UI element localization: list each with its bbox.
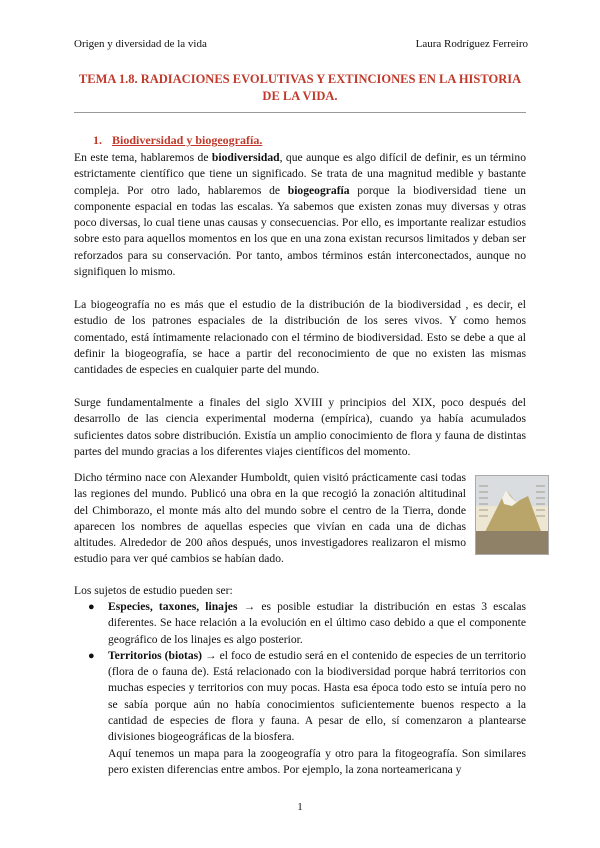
chimborazo-drawing (476, 476, 548, 554)
term-biogeografia: biogeografía (287, 183, 350, 197)
list-item (74, 648, 526, 778)
paragraph-4: Dicho término nace con Alexander Humboldt, quien visitó prácticamente casi todas las regiones del mundo. Publicó una obra en la que recogió la zonación altitudinal del Chimborazo, el monte más alto del mundo sobre el centro de la Tierra, donde aparecen los nombres de aquellas especies que vivían en cada una de dichas altitudes. Alrededor de 200 años después, unos investigadores realizaron el mismo estudio para ver qué cambios se habían dado. (74, 471, 466, 566)
bullet-icon: ● (88, 601, 95, 613)
list-item-text: el foco de estudio será en el contenido de especies de un territorio (flora de o fauna de). Está relacionado con la biodiversidad porque habrá territorios con muchas especies y territorios con muy pocas. Hasta esa época todo esto se intuía pero no se sabía porque aún no había conocimientos suficientemente buenos respecto a la cantidad de especies de flora y fauna. A pesar de ello, sí comenzaron a plantearse divisiones biogeográficas de la biosfera. (108, 648, 526, 744)
p1-text-1: En este tema, hablaremos de (74, 151, 212, 164)
header-right: Laura Rodríguez Ferreiro (415, 38, 528, 50)
term-biodiversidad: biodiversidad (211, 151, 280, 164)
header-left: Origen y diversidad de la vida (74, 38, 207, 50)
list-item-text: es posible estudiar la distribución en estas 3 escalas diferentes. Se hace relación a la evolución en el último caso debido a que el componente geográfico de los linajes es algo posterior. (108, 600, 526, 646)
paragraph-3: Surge fundamentalmente a finales del siglo XVIII y principios del XIX, poco después del desarrollo de las ciencia experimental moderna (empírica), cuando ya había acumulados suficientes datos sobre distribución. Existía un amplio conocimiento de flora y fauna de distintas partes del mundo gracias a los diferentes viajes científicos del momento. (74, 396, 526, 458)
page-title: TEMA 1.8. RADIACIONES EVOLUTIVAS Y EXTINCIONES EN LA HISTORIA DE LA VIDA. (78, 72, 522, 103)
arrow-icon: → (237, 600, 262, 613)
list-item-term: Especies, taxones, linajes (108, 600, 238, 613)
list-item-continuation: Aquí tenemos un mapa para la zoogeografía y otro para la fitogeografía. Son similares pero existen diferencias entre ambos. Por ejemplo, la zona norteamericana y (108, 746, 526, 776)
paragraph-2: La biogeografía no es más que el estudio de la distribución de la biodiversidad , es decir, el estudio de los patrones espaciales de la distribución de los seres vivos. Y como hemos comentado, está íntimamente relacionado con el término de biodiversidad. Esto se debe a que al definir la biogeografía, se hace a partir del reconocimiento de que no existen las mismas cantidades de especies en cualquier parte del mundo. (74, 298, 526, 377)
chimborazo-illustration (475, 475, 549, 555)
paragraph-5: Los sujetos de estudio pueden ser: (74, 584, 233, 597)
page-number: 1 (297, 801, 303, 813)
title-divider (74, 112, 526, 113)
list-item-term: Territorios (biotas) (108, 648, 203, 662)
study-subjects-list (74, 599, 526, 778)
arrow-icon: → (202, 648, 220, 662)
section-heading (93, 133, 262, 148)
p1-text-3: porque la biodiversidad tiene un componente espacial en todas las escalas. Ya sabemos que existen zonas muy diversas y otras poco diversas, lo cual tiene unas causas y consecuencias. Por ello, es importante realizar estudios sobre esto para aquellos momentos en los que en una zona existan recursos limitados y deban ser reforzados para su conservación. Por tanto, ambos términos están interconectados, aunque no signifiquen lo mismo. (74, 183, 526, 279)
list-item (74, 599, 526, 648)
section-number: 1. (93, 133, 102, 147)
paragraph-1 (74, 150, 526, 280)
p1-text-2: , que aunque es algo difícil de definir, es un término estrictamente científico que tiene un significado. Se trata de una magnitud medible y bastante compleja. Por otro lado, hablaremos de (74, 151, 526, 197)
bullet-icon: ● (88, 649, 95, 662)
section-title: Biodiversidad y biogeografía. (112, 133, 263, 147)
